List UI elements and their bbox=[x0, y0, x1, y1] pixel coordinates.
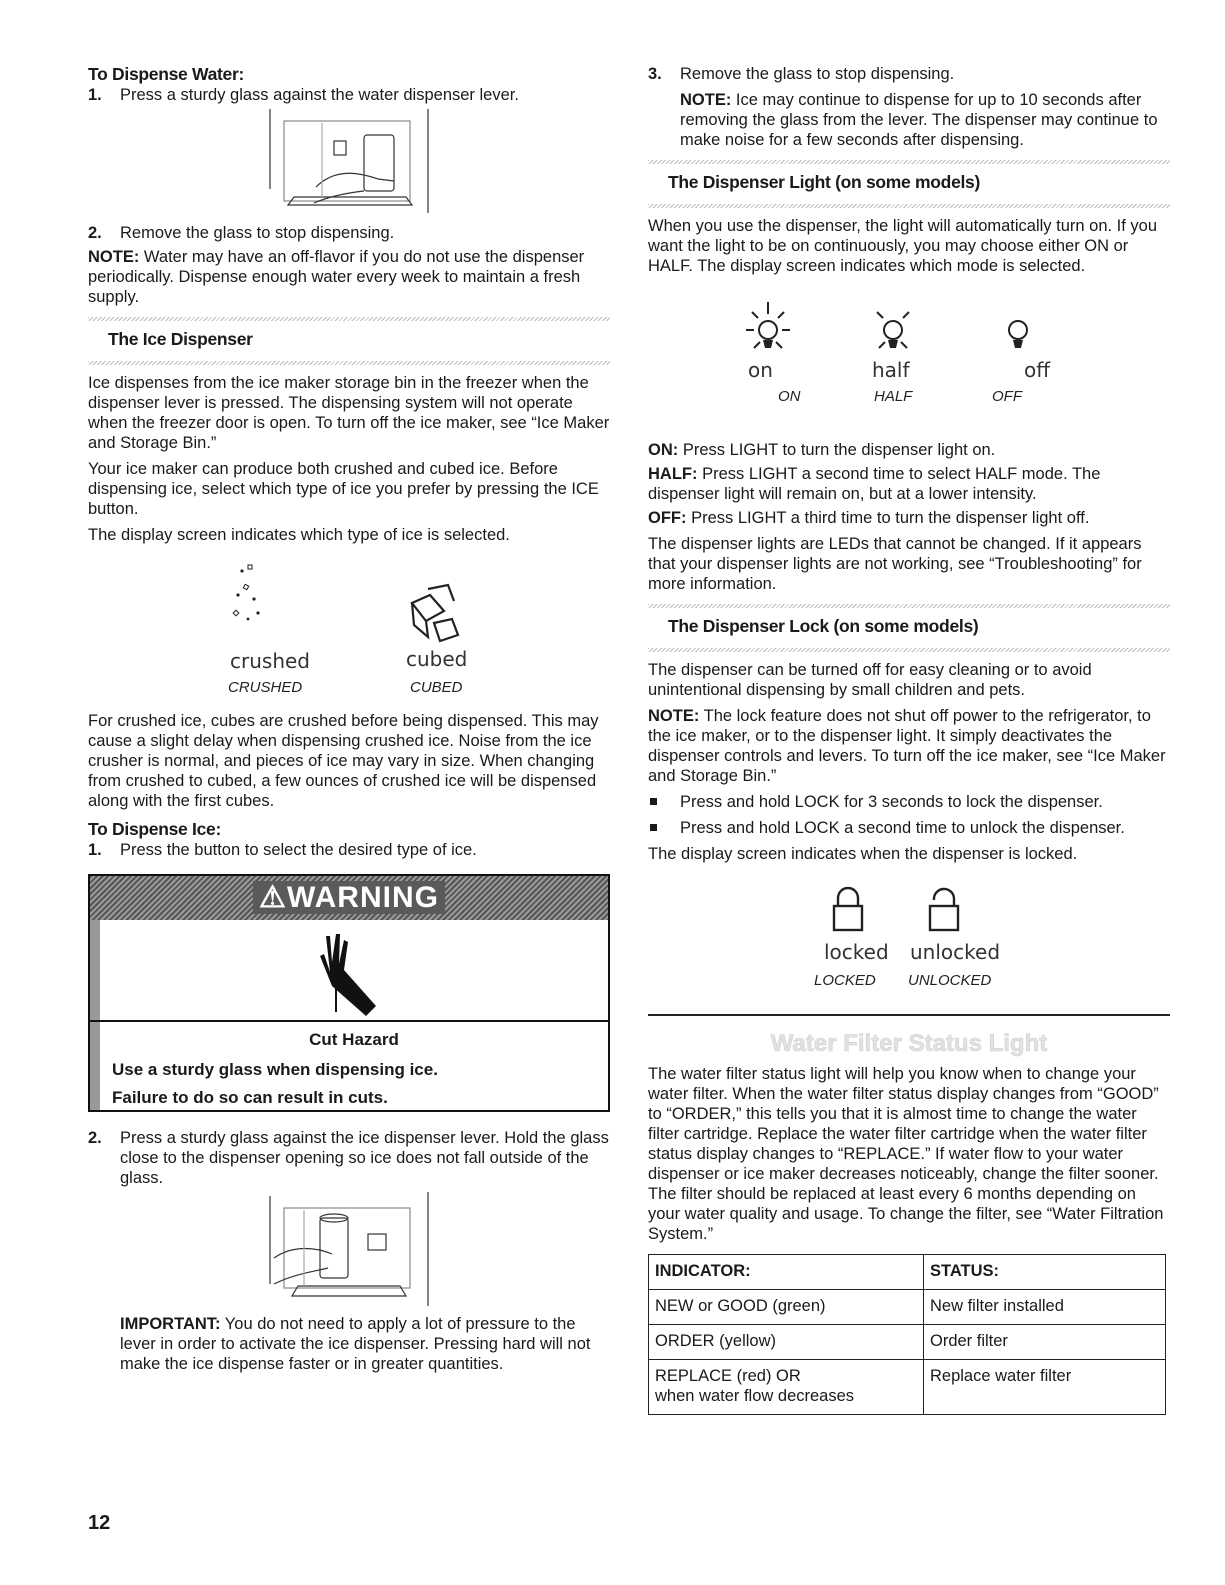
warning-line-1: Use a sturdy glass when dispensing ice. bbox=[112, 1060, 438, 1079]
crushed-ice-paragraph: For crushed ice, cubes are crushed before being dispensed. This may cause a slight delay when dispensing crushed ice. Noise from the ice crusher is normal, and pieces of ice may vary in size. When changing from crushed to cubed, a few ounces of crushed ice will be dispensed along with the first cubes. bbox=[88, 712, 599, 810]
step-text: Remove the glass to stop dispensing. bbox=[680, 65, 955, 83]
unlocked-caption: UNLOCKED bbox=[908, 972, 992, 989]
light-on-icon bbox=[738, 296, 798, 366]
warning-body bbox=[90, 920, 608, 1110]
dispenser-lock-section-header bbox=[648, 604, 1170, 652]
step-text: Press a sturdy glass against the ice dispenser lever. Hold the glass close to the dispenser opening so ice does not fall outside of the glass. bbox=[120, 1129, 609, 1187]
lock-icons bbox=[648, 864, 1170, 1014]
divider bbox=[648, 204, 1170, 208]
section-title: The Dispenser Lock (on some models) bbox=[668, 616, 979, 636]
step-number: 2. bbox=[88, 224, 102, 242]
page-number: 12 bbox=[88, 1512, 111, 1534]
crushed-ice-icon bbox=[226, 555, 286, 635]
off-label: off bbox=[1024, 358, 1051, 382]
cell-line: REPLACE (red) OR bbox=[655, 1366, 801, 1385]
light-mode-icons bbox=[648, 276, 1170, 426]
table-row bbox=[649, 1359, 1166, 1414]
bullet-text: Press and hold LOCK for 3 seconds to lock the dispenser. bbox=[680, 793, 1103, 811]
divider bbox=[648, 160, 1170, 164]
on-label: on bbox=[748, 358, 773, 382]
note-text: Water may have an off-flavor if you do not use the dispenser periodically. Dispense enough water every week to maintain a fresh supply. bbox=[88, 248, 585, 306]
lock-note bbox=[648, 706, 1170, 786]
table-row bbox=[649, 1289, 1166, 1324]
step-number: 1. bbox=[88, 86, 102, 104]
half-caption: HALF bbox=[874, 388, 913, 405]
cubed-label: cubed bbox=[406, 647, 468, 671]
mode-label: ON: bbox=[648, 441, 679, 459]
crushed-caption: CRUSHED bbox=[228, 679, 303, 696]
warning-label: WARNING bbox=[286, 881, 439, 914]
warning-box bbox=[88, 874, 610, 1112]
ice-dispenser-section-header bbox=[88, 317, 610, 365]
divider bbox=[648, 648, 1170, 652]
ice-step-2 bbox=[88, 1128, 610, 1188]
unlocked-label: unlocked bbox=[910, 940, 1001, 964]
ice-step-1 bbox=[88, 840, 610, 860]
table-header: STATUS: bbox=[924, 1254, 1166, 1289]
section-title: The Dispenser Light (on some models) bbox=[668, 172, 981, 192]
half-label: half bbox=[872, 358, 910, 382]
table-cell: Order filter bbox=[924, 1324, 1166, 1359]
step-text: Press the button to select the desired type of ice. bbox=[120, 841, 477, 859]
mode-label: OFF: bbox=[648, 509, 687, 527]
water-note bbox=[88, 247, 610, 307]
table-cell: NEW or GOOD (green) bbox=[649, 1289, 924, 1324]
table-cell bbox=[649, 1359, 924, 1414]
water-step-1 bbox=[88, 85, 610, 105]
table-cell: ORDER (yellow) bbox=[649, 1324, 924, 1359]
section-title: The Ice Dispenser bbox=[108, 329, 253, 349]
left-column bbox=[88, 64, 610, 1374]
divider bbox=[88, 361, 610, 365]
ice-step-3 bbox=[648, 64, 1170, 84]
locked-icon bbox=[828, 886, 868, 936]
table-header-row bbox=[649, 1254, 1166, 1289]
warning-line-2: Failure to do so can result in cuts. bbox=[112, 1088, 388, 1107]
ice-dispenser-illustration bbox=[88, 1188, 610, 1310]
locked-label: locked bbox=[824, 940, 889, 964]
ice-paragraph: Ice dispenses from the ice maker storage bin in the freezer when the dispenser lever is pressed. The dispensing system will not operate when the freezer door is open. To turn off the ice maker, see “Ice Maker and Storage Bin.” bbox=[88, 374, 610, 452]
table-header: INDICATOR: bbox=[649, 1254, 924, 1289]
table-cell: Replace water filter bbox=[924, 1359, 1166, 1414]
cut-hand-icon bbox=[296, 926, 406, 1022]
off-description bbox=[648, 508, 1170, 528]
on-caption: ON bbox=[778, 388, 801, 405]
light-paragraph: When you use the dispenser, the light will automatically turn on. If you want the light to be on continuously, you may choose either ON or HALF. The display screen indicates which mode is selected. bbox=[648, 217, 1158, 275]
step-text: Remove the glass to stop dispensing. bbox=[120, 224, 395, 242]
cell-line: when water flow decreases bbox=[655, 1386, 855, 1405]
dispense-ice-heading: To Dispense Ice: bbox=[88, 819, 221, 839]
note-text: The lock feature does not shut off power to the refrigerator, to the ice maker, or to the dispenser light. It simply deactivates the dispenser controls and levers. To turn off the ice maker, see “Ice Maker and Storage Bin.” bbox=[648, 707, 1166, 785]
important-text: You do not need to apply a lot of pressure to the lever in order to activate the ice dispenser. Pressing hard will not make the ice dispense faster or in greater quantities. bbox=[120, 1315, 591, 1373]
step3-note bbox=[648, 90, 1170, 150]
ice-paragraph: The display screen indicates which type of ice is selected. bbox=[88, 526, 510, 544]
dispenser-light-section-header bbox=[648, 160, 1170, 208]
light-half-icon bbox=[863, 296, 923, 366]
table-row bbox=[649, 1324, 1166, 1359]
step-number: 3. bbox=[648, 65, 662, 83]
lock-bullet bbox=[648, 792, 1170, 812]
step-number: 2. bbox=[88, 1129, 102, 1147]
unlocked-icon bbox=[924, 886, 964, 936]
table-cell: New filter installed bbox=[924, 1289, 1166, 1324]
note-label: NOTE: bbox=[88, 248, 140, 266]
lock-paragraph: The dispenser can be turned off for easy cleaning or to avoid unintentional dispensing by small children and pets. bbox=[648, 661, 1092, 699]
ice-type-icons bbox=[88, 545, 610, 695]
mode-text: Press LIGHT a third time to turn the dispenser light off. bbox=[686, 509, 1090, 527]
mode-text: Press LIGHT a second time to select HALF mode. The dispenser light will remain on, but at a lower intensity. bbox=[648, 465, 1101, 503]
crushed-label: crushed bbox=[230, 649, 310, 673]
water-step-2 bbox=[88, 223, 610, 243]
note-label: NOTE: bbox=[648, 707, 700, 725]
step-number: 1. bbox=[88, 841, 102, 859]
half-description bbox=[648, 464, 1170, 504]
lock-bullet bbox=[648, 818, 1170, 838]
divider bbox=[88, 317, 610, 321]
water-heading: To Dispense Water: bbox=[88, 64, 245, 84]
off-caption: OFF bbox=[992, 388, 1022, 405]
filter-title: Water Filter Status Light bbox=[770, 1029, 1048, 1057]
water-dispenser-illustration bbox=[88, 105, 610, 217]
note-text: Ice may continue to dispense for up to 10 seconds after removing the glass from the lever. The dispenser may continue to make noise for a few seconds after dispensing. bbox=[680, 91, 1158, 149]
lock-paragraph: The display screen indicates when the dispenser is locked. bbox=[648, 845, 1078, 863]
ice-paragraph: Your ice maker can produce both crushed and cubed ice. Before dispensing ice, select which type of ice you prefer by pressing the ICE button. bbox=[88, 460, 599, 518]
locked-caption: LOCKED bbox=[814, 972, 876, 989]
right-column bbox=[648, 64, 1170, 1415]
warning-band: ⚠WARNING bbox=[90, 876, 608, 920]
cubed-caption: CUBED bbox=[410, 679, 463, 696]
filter-divider bbox=[648, 1014, 1170, 1016]
filter-status-table bbox=[648, 1254, 1166, 1415]
light-off-icon bbox=[988, 296, 1048, 366]
cubed-ice-icon bbox=[400, 583, 470, 653]
mode-text: Press LIGHT to turn the dispenser light on. bbox=[678, 441, 996, 459]
mode-label: HALF: bbox=[648, 465, 698, 483]
filter-paragraph: The water filter status light will help you know when to change your water filter. When the water filter status display changes from “GOOD” to “ORDER,” this tells you that it is almost time to change the water filter cartridge. Replace the water filter cartridge when the water filter status display changes to “REPLACE.” If water flow to your water dispenser or ice maker decreases noticeably, change the filter sooner. The filter should be replaced at least every 6 months depending on your water quality and usage. To change the filter, see “Water Filtration System.” bbox=[648, 1064, 1164, 1243]
note-label: NOTE: bbox=[680, 91, 732, 109]
warning-hazard: Cut Hazard bbox=[309, 1030, 399, 1049]
on-description bbox=[648, 440, 1170, 460]
bullet-square bbox=[650, 824, 657, 831]
light-paragraph: The dispenser lights are LEDs that cannot be changed. If it appears that your dispenser lights are not working, see “Troubleshooting” for more information. bbox=[648, 535, 1142, 593]
bullet-square bbox=[650, 798, 657, 805]
step-text: Press a sturdy glass against the water dispenser lever. bbox=[120, 86, 519, 104]
important-label: IMPORTANT: bbox=[120, 1315, 221, 1333]
divider bbox=[648, 604, 1170, 608]
important-note bbox=[88, 1314, 610, 1374]
bullet-text: Press and hold LOCK a second time to unlock the dispenser. bbox=[680, 819, 1125, 837]
